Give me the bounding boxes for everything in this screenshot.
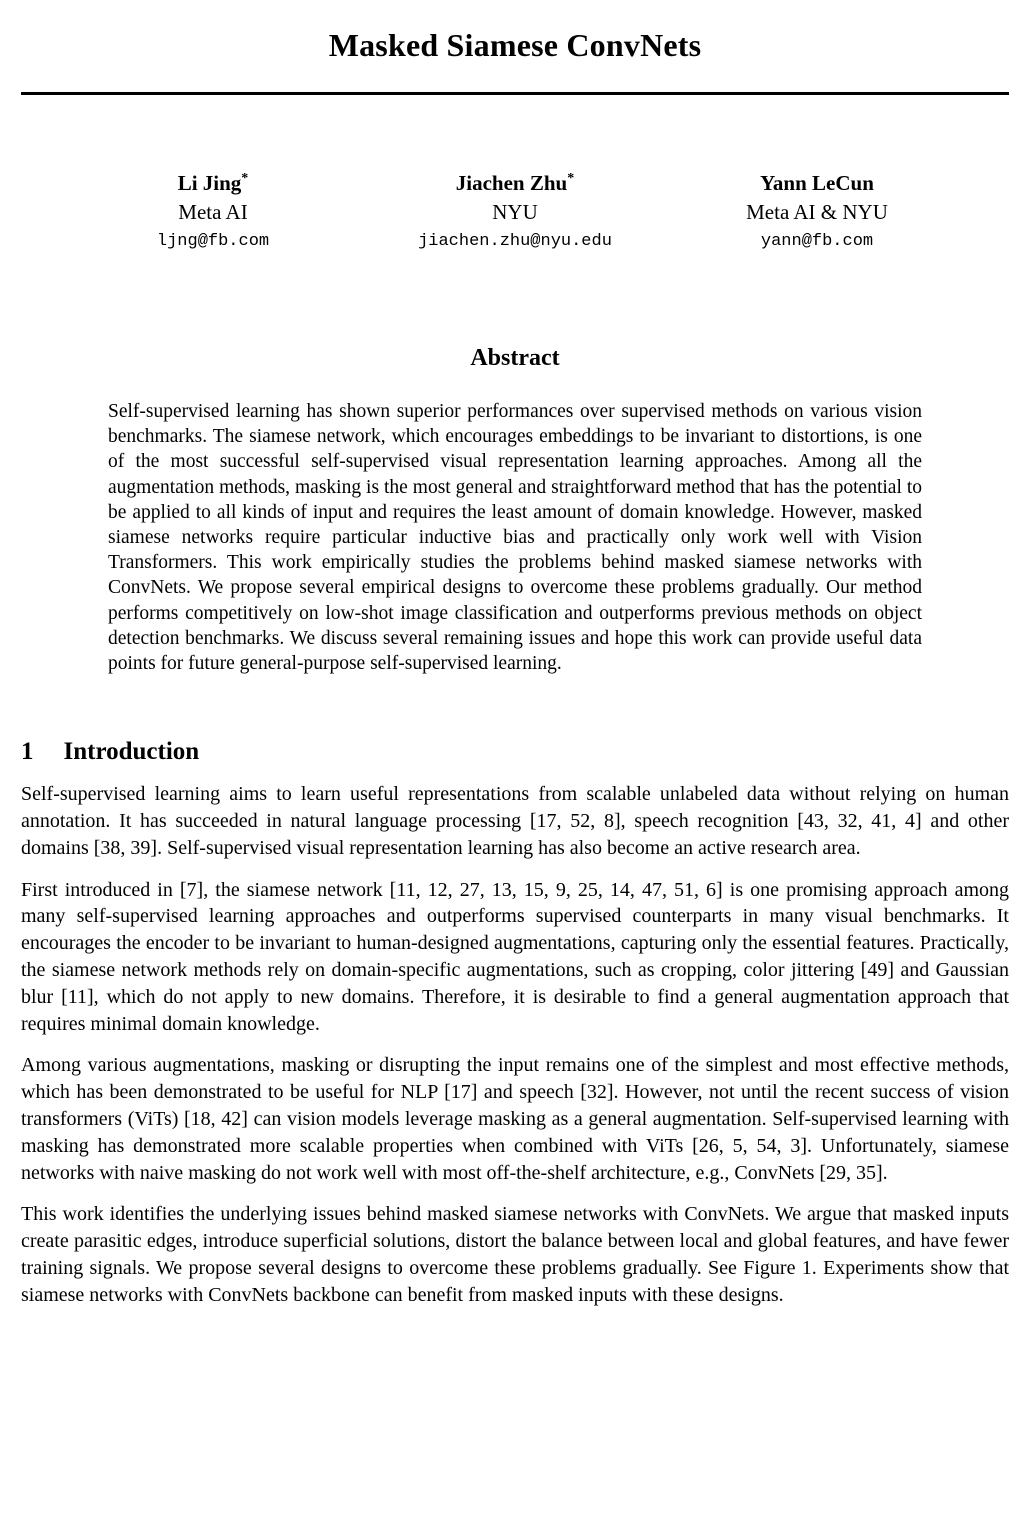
author-name (63, 165, 363, 197)
author-block (63, 165, 363, 255)
paper-title: Masked Siamese ConvNets (328, 27, 702, 63)
author-name-text: Li Jing (177, 171, 242, 195)
section-number: 1 (21, 738, 34, 766)
author-affiliation: Meta AI & NYU (746, 200, 888, 224)
abstract-heading: Abstract (470, 345, 560, 371)
author-email: ljng@fb.com (156, 232, 270, 251)
section-body (21, 781, 1009, 1308)
author-affiliation: NYU (492, 200, 538, 224)
paragraph: First introduced in [7], the siamese network [11, 12, 27, 13, 15, 9, 25, 14, 47, 51, 6] is one promising approach among many self-supervised learning approaches and outperforms supervised counterparts in many visual benchmarks. It encourages the encoder to be invariant to human-designed augmentations, capturing only the essential features. Practically, the siamese network methods rely on domain-specific augmentations, such as cropping, color jittering [49] and Gaussian blur [11], which do not apply to new domains. Therefore, it is desirable to find a general augmentation approach that requires minimal domain knowledge. (21, 878, 1009, 1035)
section-title-text: Introduction (63, 738, 200, 766)
author-block (365, 165, 665, 255)
author-email: jiachen.zhu@nyu.edu (418, 232, 612, 251)
author-footnote-mark: * (241, 171, 249, 186)
author-name-text: Yann LeCun (760, 171, 874, 195)
author-email: yann@fb.com (760, 232, 874, 251)
author-name (667, 165, 967, 197)
title-rule (21, 92, 1009, 95)
author-footnote-mark: * (567, 171, 575, 186)
author-block (667, 165, 967, 255)
author-affiliation: Meta AI (178, 200, 248, 224)
paragraph: Among various augmentations, masking or disrupting the input remains one of the simplest and most effective methods, which has been demonstrated to be useful for NLP [17] and speech [32]. However, not until the recent success of vision transformers (ViTs) [18, 42] can vision models leverage masking as a general augmentation. Self-supervised learning with masking has demonstrated more scalable properties when combined with ViTs [26, 5, 54, 3]. Unfortunately, siamese networks with naive masking do not work well with most off-the-shelf architecture, e.g., ConvNets [29, 35]. (21, 1054, 1009, 1184)
paragraph: Self-supervised learning aims to learn useful representations from scalable unlabeled data without relying on human annotation. It has succeeded in natural language processing [17, 52, 8], speech recognition [43, 32, 41, 4] and other domains [38, 39]. Self-supervised visual representation learning has also become an active research area. (21, 783, 1009, 859)
authors-row (63, 165, 967, 255)
section-heading-introduction (21, 738, 1009, 766)
paragraph: This work identifies the underlying issues behind masked siamese networks with ConvNets. We argue that masked inputs create parasitic edges, introduce superficial solutions, distort the balance between local and global features, and have fewer training signals. We propose several designs to overcome these problems gradually. See Figure 1. Experiments show that siamese networks with ConvNets backbone can benefit from masked inputs with these designs. (21, 1203, 1009, 1306)
abstract-text: Self-supervised learning has shown superior performances over supervised methods on various vision benchmarks. The siamese network, which encourages embeddings to be invariant to distortions, is one of the most successful self-supervised visual representation learning approaches. Among all the augmentation methods, masking is the most general and straightforward method that has the potential to be applied to all kinds of input and requires the least amount of domain knowledge. However, masked siamese networks require particular inductive bias and practically only work well with Vision Transformers. This work empirically studies the problems behind masked siamese networks with ConvNets. We propose several empirical designs to overcome these problems gradually. Our method performs competitively on low-shot image classification and outperforms previous methods on object detection benchmarks. We discuss several remaining issues and hope this work can provide useful data points for future general-purpose self-supervised learning. (108, 401, 922, 675)
author-name (365, 165, 665, 197)
author-name-text: Jiachen Zhu (455, 171, 568, 195)
